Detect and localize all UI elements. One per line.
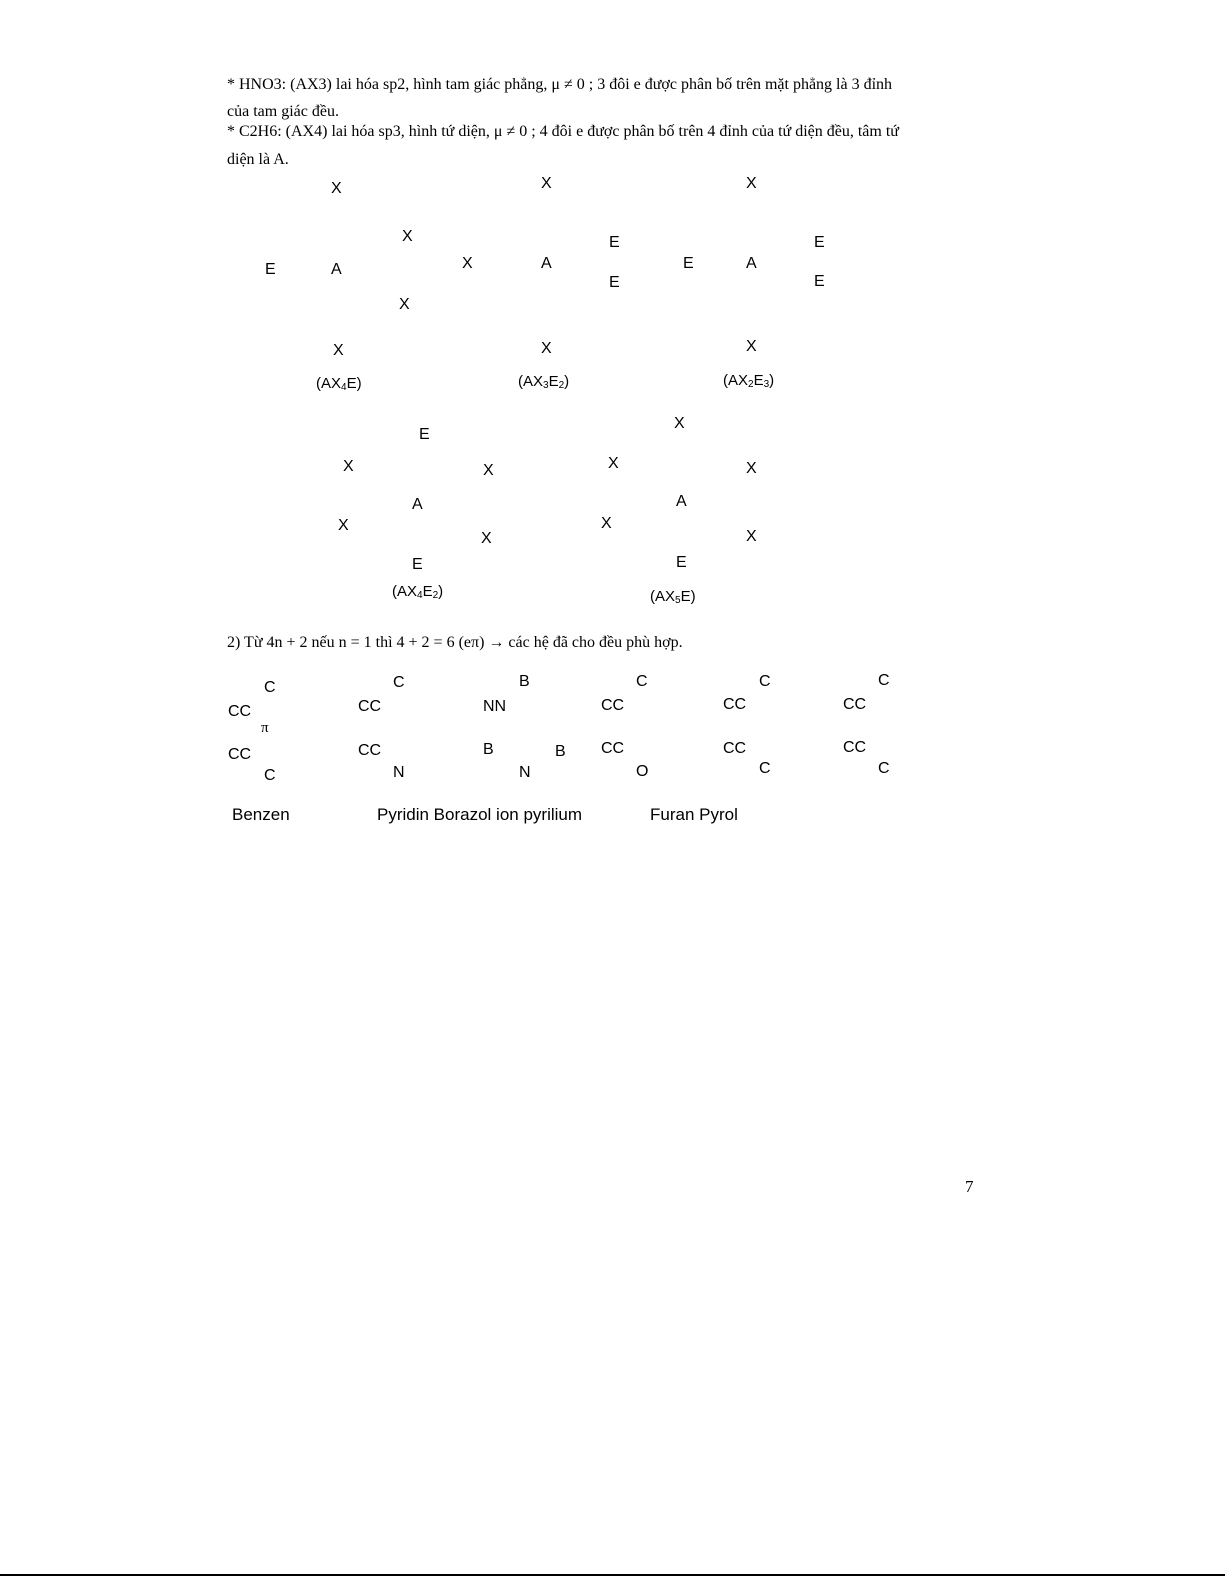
ax5e-x-upper-right: X — [746, 460, 757, 477]
ax4e2-label: $(AX_4E_2)$ — [392, 583, 444, 601]
paragraph-hno3-line2: của tam giác đều. — [227, 103, 339, 120]
ax2e3-label: $(AX_2E_3)$ — [723, 372, 775, 390]
ax2e3-e-left: E — [683, 255, 694, 272]
ax4e2-x-upper-left: X — [343, 458, 354, 475]
ax5e-e-bottom: E — [676, 554, 687, 571]
ax3e2-x-top: X — [541, 175, 552, 192]
pyridin-n-bottom: N — [393, 764, 405, 781]
paragraph-part2: 2) Từ 4n + 2 nếu n = 1 thì 4 + 2 = 6 (eπ) → các hệ đã cho đều phù hợp. — [227, 634, 683, 651]
ax5e-x-top: X — [674, 415, 685, 432]
ax3e2-e-lower: E — [609, 274, 620, 291]
ax3e2-a-center: A — [541, 255, 552, 272]
borazol-n-bottom: N — [519, 764, 531, 781]
benzen-cc-lower: CC — [228, 746, 252, 763]
ax4e2-e-bottom: E — [412, 556, 423, 573]
benzen-c-top: C — [264, 679, 276, 696]
page-number: 7 — [965, 1177, 974, 1196]
ax4e2-x-lower-right: X — [481, 530, 492, 547]
ax3e2-e-upper: E — [609, 234, 620, 251]
paragraph-c2h6-line2: diện là A. — [227, 151, 289, 168]
bottom-rule — [0, 1574, 1225, 1576]
ax4e-x-lower-right: X — [399, 296, 410, 313]
furan-cc-upper: CC — [723, 696, 747, 713]
ax5e-label: $(AX_5E)$ — [650, 588, 696, 606]
ax5e-x-lower-right: X — [746, 528, 757, 545]
paragraph-c2h6-line1: * C2H6: (AX4) lai hóa sp3, hình tứ diện, μ ≠ 0 ; 4 đôi e được phân bố trên 4 đỉnh của tứ diện đều, tâm tứ — [227, 123, 899, 140]
ax2e3-x-top: X — [746, 175, 757, 192]
borazol-b-top: B — [519, 673, 530, 690]
caption-pyridin-borazol-pyrilium: Pyridin Borazol ion pyrilium — [377, 805, 583, 824]
ax4e-x-upper-right: X — [402, 228, 413, 245]
ax5e-a-center: A — [676, 493, 687, 510]
pyrilium-cc-lower: CC — [601, 740, 625, 757]
pyrol-cc-lower: CC — [843, 739, 867, 756]
caption-furan-pyrol: Furan Pyrol — [650, 805, 738, 824]
ax5e-x-upper-left: X — [608, 455, 619, 472]
borazol-b-right: B — [555, 743, 566, 760]
pyrilium-o-bottom: O — [636, 763, 649, 780]
ax2e3-e-lower: E — [814, 273, 825, 290]
ax2e3-e-upper: E — [814, 234, 825, 251]
ax3e2-x-bottom: X — [541, 340, 552, 357]
pyrol-cc-upper: CC — [843, 696, 867, 713]
benzen-pi: π — [261, 720, 269, 736]
pyrilium-c-top: C — [636, 673, 648, 690]
ax4e-a-center: A — [331, 261, 342, 278]
ax2e3-x-bottom: X — [746, 338, 757, 355]
borazol-nn: NN — [483, 698, 507, 715]
benzen-cc-upper: CC — [228, 703, 252, 720]
pyridin-c-top: C — [393, 674, 405, 691]
furan-c-bottom: C — [759, 760, 771, 777]
paragraph-hno3-line1: * HNO3: (AX3) lai hóa sp2, hình tam giác phẳng, μ ≠ 0 ; 3 đôi e được phân bố trên mặt phẳng là 3 đỉnh — [227, 76, 893, 93]
pyridin-cc-upper: CC — [358, 698, 382, 715]
furan-c-top: C — [759, 673, 771, 690]
ax3e2-x-left: X — [462, 255, 473, 272]
caption-benzen: Benzen — [232, 805, 290, 824]
ax4e-e-left: E — [265, 261, 276, 278]
pyridin-cc-lower: CC — [358, 742, 382, 759]
benzen-c-bottom: C — [264, 767, 276, 784]
pyrol-c-bottom: C — [878, 760, 890, 777]
ax4e2-a-center: A — [412, 496, 423, 513]
pyrol-c-top: C — [878, 672, 890, 689]
ax4e2-e-top: E — [419, 426, 430, 443]
borazol-b-left: B — [483, 741, 494, 758]
ax4e-x-bottom: X — [333, 342, 344, 359]
ax4e-x-top: X — [331, 180, 342, 197]
ax4e2-x-upper-right: X — [483, 462, 494, 479]
furan-cc-lower: CC — [723, 740, 747, 757]
ax3e2-label: $(AX_3E_2)$ — [518, 373, 570, 391]
ax4e2-x-lower-left: X — [338, 517, 349, 534]
ax5e-x-lower-left: X — [601, 515, 612, 532]
pyrilium-cc-upper: CC — [601, 697, 625, 714]
ax4e-label: $(AX_4E)$ — [316, 375, 362, 393]
ax2e3-a-center: A — [746, 255, 757, 272]
